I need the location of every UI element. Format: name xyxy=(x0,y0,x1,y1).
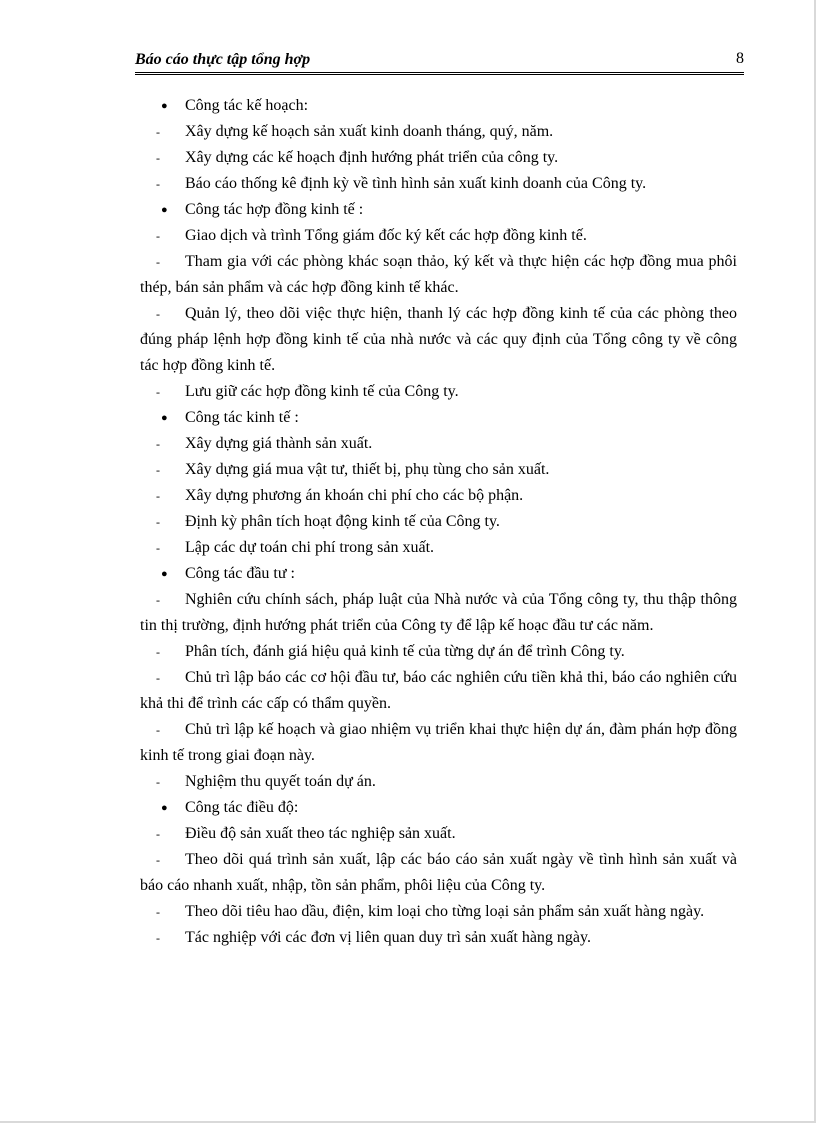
line-text: Nghiệm thu quyết toán dự án. xyxy=(185,773,376,790)
line-text: Công tác kinh tế : xyxy=(185,409,299,426)
line-text: Công tác hợp đồng kinh tế : xyxy=(185,201,364,218)
line-text: Xây dựng kế hoạch sản xuất kinh doanh tháng, quý, năm. xyxy=(185,123,554,140)
line-text: Xây dựng giá thành sản xuất. xyxy=(185,435,373,452)
dash-marker: - xyxy=(156,229,160,243)
line-text: Báo cáo thống kê định kỳ về tình hình sản xuất kinh doanh của Công ty. xyxy=(185,175,647,192)
dash-marker: - xyxy=(156,723,160,737)
line-text: Xây dựng phương án khoán chi phí cho các bộ phận. xyxy=(185,487,524,504)
list-item xyxy=(140,509,737,535)
dash-marker: - xyxy=(156,593,160,607)
section-heading xyxy=(140,795,737,821)
dash-marker: - xyxy=(156,541,160,555)
list-item xyxy=(140,379,737,405)
list-item xyxy=(140,925,737,951)
dash-marker: - xyxy=(156,463,160,477)
line-text: Theo dõi quá trình sản xuất, lập các báo cáo sản xuất ngày về tình hình sản xuất và báo cáo nhanh xuất, nhập, tồn sản phẩm, phôi liệu của Công ty. xyxy=(140,851,737,894)
list-item xyxy=(140,457,737,483)
dash-marker: - xyxy=(156,385,160,399)
section-heading xyxy=(140,93,737,119)
list-item xyxy=(140,301,737,379)
list-item xyxy=(140,899,737,925)
dash-marker: - xyxy=(156,125,160,139)
line-text: Công tác đầu tư : xyxy=(185,565,295,582)
line-text: Tham gia với các phòng khác soạn thảo, ký kết và thực hiện các hợp đồng mua phôi thép, bán sản phẩm và các hợp đồng kinh tế khác. xyxy=(140,253,737,296)
list-item xyxy=(140,769,737,795)
dash-marker: - xyxy=(156,905,160,919)
line-text: Nghiên cứu chính sách, pháp luật của Nhà nước và của Tổng công ty, thu thập thông tin thị trường, định hướng phát triển của Công ty để lập kế hoạc đầu tư các năm. xyxy=(140,591,737,634)
dash-marker: - xyxy=(156,931,160,945)
section-heading xyxy=(140,197,737,223)
line-text: Theo dõi tiêu hao dầu, điện, kim loại cho từng loại sản phẩm sản xuất hàng ngày. xyxy=(185,903,705,920)
dash-marker: - xyxy=(156,151,160,165)
dash-marker: - xyxy=(156,671,160,685)
line-text: Giao dịch và trình Tổng giám đốc ký kết các hợp đồng kinh tế. xyxy=(185,227,587,244)
line-text: Công tác điều độ: xyxy=(185,799,299,816)
line-text: Định kỳ phân tích hoạt động kinh tế của Công ty. xyxy=(185,513,500,530)
page-header xyxy=(135,46,744,75)
line-text: Tác nghiệp với các đơn vị liên quan duy trì sản xuất hàng ngày. xyxy=(185,929,591,946)
list-item xyxy=(140,639,737,665)
line-text: Xây dựng các kế hoạch định hướng phát triển của công ty. xyxy=(185,149,559,166)
dash-marker: - xyxy=(156,515,160,529)
list-item xyxy=(140,821,737,847)
dash-marker: - xyxy=(156,853,160,867)
dash-marker: - xyxy=(156,645,160,659)
line-text: Lập các dự toán chi phí trong sản xuất. xyxy=(185,539,435,556)
line-text: Phân tích, đánh giá hiệu quả kinh tế của từng dự án để trình Công ty. xyxy=(185,643,625,660)
list-item xyxy=(140,119,737,145)
line-text: Chủ trì lập kế hoạch và giao nhiệm vụ triển khai thực hiện dự án, đàm phán hợp đồng kinh tế trong giai đoạn này. xyxy=(140,721,737,764)
dash-marker: - xyxy=(156,775,160,789)
list-item xyxy=(140,171,737,197)
list-item xyxy=(140,145,737,171)
list-item xyxy=(140,717,737,769)
list-item xyxy=(140,665,737,717)
section-heading xyxy=(140,405,737,431)
dash-marker: - xyxy=(156,827,160,841)
line-text: Xây dựng giá mua vật tư, thiết bị, phụ tùng cho sản xuất. xyxy=(185,461,550,478)
section-heading xyxy=(140,561,737,587)
dash-marker: - xyxy=(156,437,160,451)
dash-marker: - xyxy=(156,255,160,269)
list-item xyxy=(140,587,737,639)
line-text: Điều độ sản xuất theo tác nghiệp sản xuất. xyxy=(185,825,456,842)
list-item xyxy=(140,483,737,509)
line-text: Chủ trì lập báo các cơ hội đầu tư, báo các nghiên cứu tiền khả thi, báo cáo nghiên cứu khả thi để trình các cấp có thẩm quyền. xyxy=(140,669,737,712)
dash-marker: - xyxy=(156,307,160,321)
list-item xyxy=(140,223,737,249)
header-title: Báo cáo thực tập tổng hợp xyxy=(135,51,311,68)
page-number: 8 xyxy=(736,50,744,67)
dash-marker: - xyxy=(156,177,160,191)
line-text: Công tác kế hoạch: xyxy=(185,97,309,114)
list-item xyxy=(140,847,737,899)
line-text: Lưu giữ các hợp đồng kinh tế của Công ty. xyxy=(185,383,459,400)
list-item xyxy=(140,249,737,301)
dash-marker: - xyxy=(156,489,160,503)
line-text: Quản lý, theo dõi việc thực hiện, thanh lý các hợp đồng kinh tế của các phòng theo đúng pháp lệnh hợp đồng kinh tế của nhà nước và các quy định của Tổng công ty về công tác hợp đồng kinh tế. xyxy=(140,305,737,374)
list-item xyxy=(140,535,737,561)
body-text xyxy=(140,93,737,951)
list-item xyxy=(140,431,737,457)
